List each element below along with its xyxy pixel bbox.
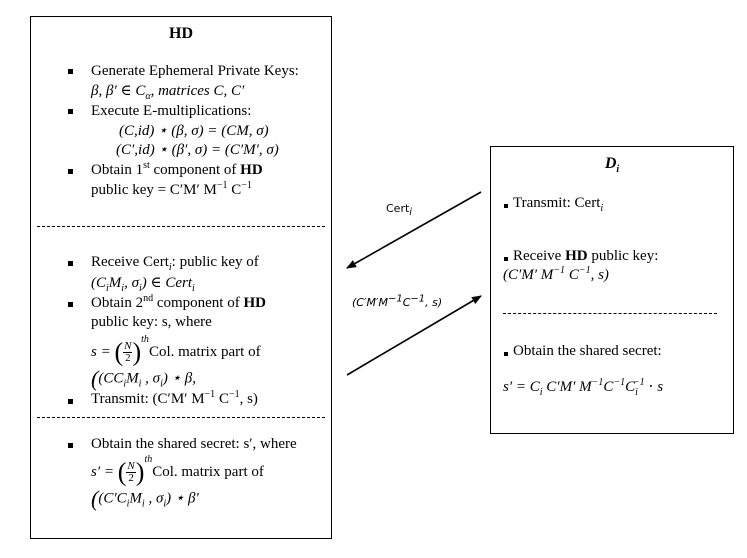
cert-arrow [347, 192, 481, 268]
receive-pubkey-formula: (C′M′ $M^{-1}$ $C^{-1}$, s) [503, 265, 609, 283]
second-component-text: public key: s, where [91, 314, 212, 330]
shared-secret-text: Obtain the shared secret: [513, 343, 662, 359]
pubkey-arrow-label: ($C'M'M^{-1}C^{-1}$, s) [352, 293, 443, 309]
s-formula-line2: (($CC_iM_i$ , $\sigma_i$) ⋆ β, [91, 366, 196, 391]
s-prime-formula-line2: (($C'C_iM_i$ , $\sigma_i$) ⋆ β′ [91, 486, 199, 511]
shared-secret-text: Obtain the shared secret: s′, where [91, 436, 297, 452]
execute-text: Execute E-multiplications: [91, 103, 252, 119]
s-formula: s = ( $\frac{N}{2}$ )$^{th}$Col. matrix part of [91, 334, 261, 367]
gen-keys-text: Generate Ephemeral Private Keys: [91, 63, 299, 79]
receive-cert-text: Receive Cert$_i$: public key of [91, 254, 259, 273]
equation-1: (C,id) ⋆ (β, σ) = (CM, σ) [119, 123, 269, 139]
fraction: $\frac{N}{2}$ [127, 460, 135, 485]
cert-arrow-label: Cert$_i$ [386, 202, 413, 219]
obtain-second-component: Obtain 2nd component of HD [91, 293, 266, 311]
equation-2: (C′,id) ⋆ (β′, σ) = (C′M′, σ) [116, 142, 279, 158]
transmit-text: Transmit: (C′M′ $M^{-1}$ $C^{-1}$, s) [91, 389, 258, 407]
gen-keys-line2: β, β′ ∈ $C_\alpha$, matrices C, C′ [91, 83, 245, 102]
fraction: $\frac{N}{2}$ [124, 340, 132, 365]
receive-pubkey-text: Receive HD public key: [513, 248, 659, 264]
shared-secret-formula: $s' = C_i$ C′M′ $M^{-1}C^{-1}C_i^{-1} \cdot s$ [503, 377, 664, 398]
obtain-first-component: Obtain 1st component of HD [91, 160, 263, 178]
di-title: $D_i$ [604, 155, 620, 176]
hd-title: HD [169, 25, 193, 42]
s-prime-formula: s′ = ( $\frac{N}{2}$ )$^{th}$Col. matrix part of [91, 454, 264, 487]
transmit-cert-text: Transmit: Cert$_i$ [513, 195, 604, 214]
receive-cert-formula: ($C_iM_i$, $\sigma_i$) ∈ Cert$_i$ [91, 275, 195, 294]
first-component-formula: public key = C′M′ $M^{-1}$ $C^{-1}$ [91, 180, 252, 198]
